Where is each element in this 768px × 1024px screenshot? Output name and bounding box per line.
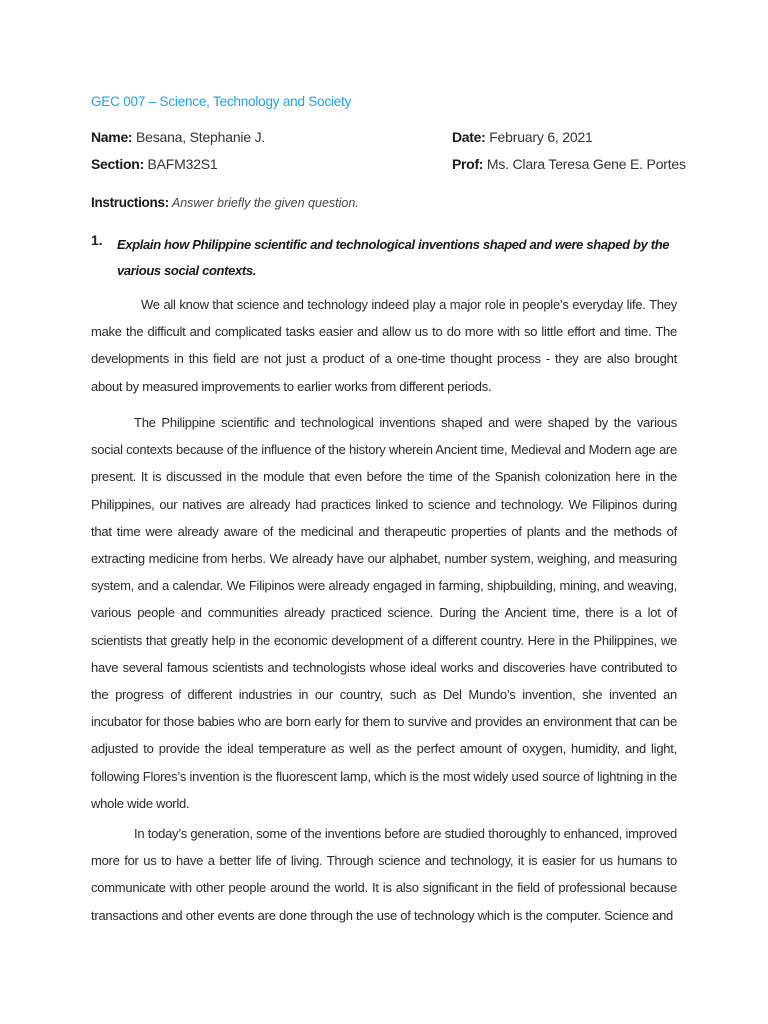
section-value: BAFM32S1 — [143, 156, 218, 172]
prof-field — [452, 156, 686, 172]
prof-value: Ms. Clara Teresa Gene E. Portes — [483, 156, 686, 172]
section-label: Section: — [91, 156, 144, 172]
section-field — [91, 156, 218, 172]
date-field — [452, 129, 593, 145]
name-label: Name: — [91, 129, 133, 145]
question-number: 1. — [91, 232, 103, 248]
body-paragraph-2: The Philippine scientific and technological inventions shaped and were shaped by the various social contexts because of the influence of the history wherein Ancient time, Medieval and Modern age are present. It is discussed in the module that even before the time of the Spanish colonization here in the Philippines, our natives are already had practices linked to science and technology. We Filipinos during that time were already aware of the medicinal and therapeutic properties of plants and the methods of extracting medicine from herbs. We already have our alphabet, number system, weighing, and measuring system, and a calendar. We Filipinos were already engaged in farming, shipbuilding, mining, and weaving, various people and communities already practiced science. During the Ancient time, there is a lot of scientists that greatly help in the economic development of a different country. Here in the Philippines, we have several famous scientists and technologists whose ideal works and discoveries have contributed to the progress of different industries in our country, such as Del Mundo’s invention, she invented an incubator for those babies who are born early for them to survive and provides an environment that can be adjusted to provide the ideal temperature as well as the perfect amount of oxygen, humidity, and light, following Flores’s invention is the fluorescent lamp, which is the most widely used source of lightning in the whole wide world. — [91, 415, 677, 811]
question-text: Explain how Philippine scientific and technological inventions shaped and were shaped by the various social contexts. — [117, 237, 670, 278]
date-label: Date: — [452, 129, 486, 145]
name-value: Besana, Stephanie J. — [132, 129, 266, 145]
body-paragraph-1: We all know that science and technology indeed play a major role in people’s everyday life. They make the difficult and complicated tasks easier and allow us to do more with so little effort and time. The developments in this field are not just a product of a one-time thought process - they are also brought about by measured improvements to earlier works from different periods. — [91, 297, 677, 394]
date-value: February 6, 2021 — [485, 129, 593, 145]
course-title: GEC 007 – Science, Technology and Society — [91, 94, 352, 109]
body-paragraph-3: In today’s generation, some of the inventions before are studied thoroughly to enhanced, improved more for us to have a better life of living. Through science and technology, it is easier for us humans to communicate with other people around the world. It is also significant in the field of professional because transactions and other events are done through the use of technology which is the computer. Science and — [91, 826, 677, 923]
name-field — [91, 129, 265, 145]
instructions — [91, 195, 359, 210]
prof-label: Prof: — [452, 156, 484, 172]
instructions-text: Answer briefly the given question. — [168, 196, 359, 210]
instructions-label: Instructions: — [91, 195, 169, 210]
